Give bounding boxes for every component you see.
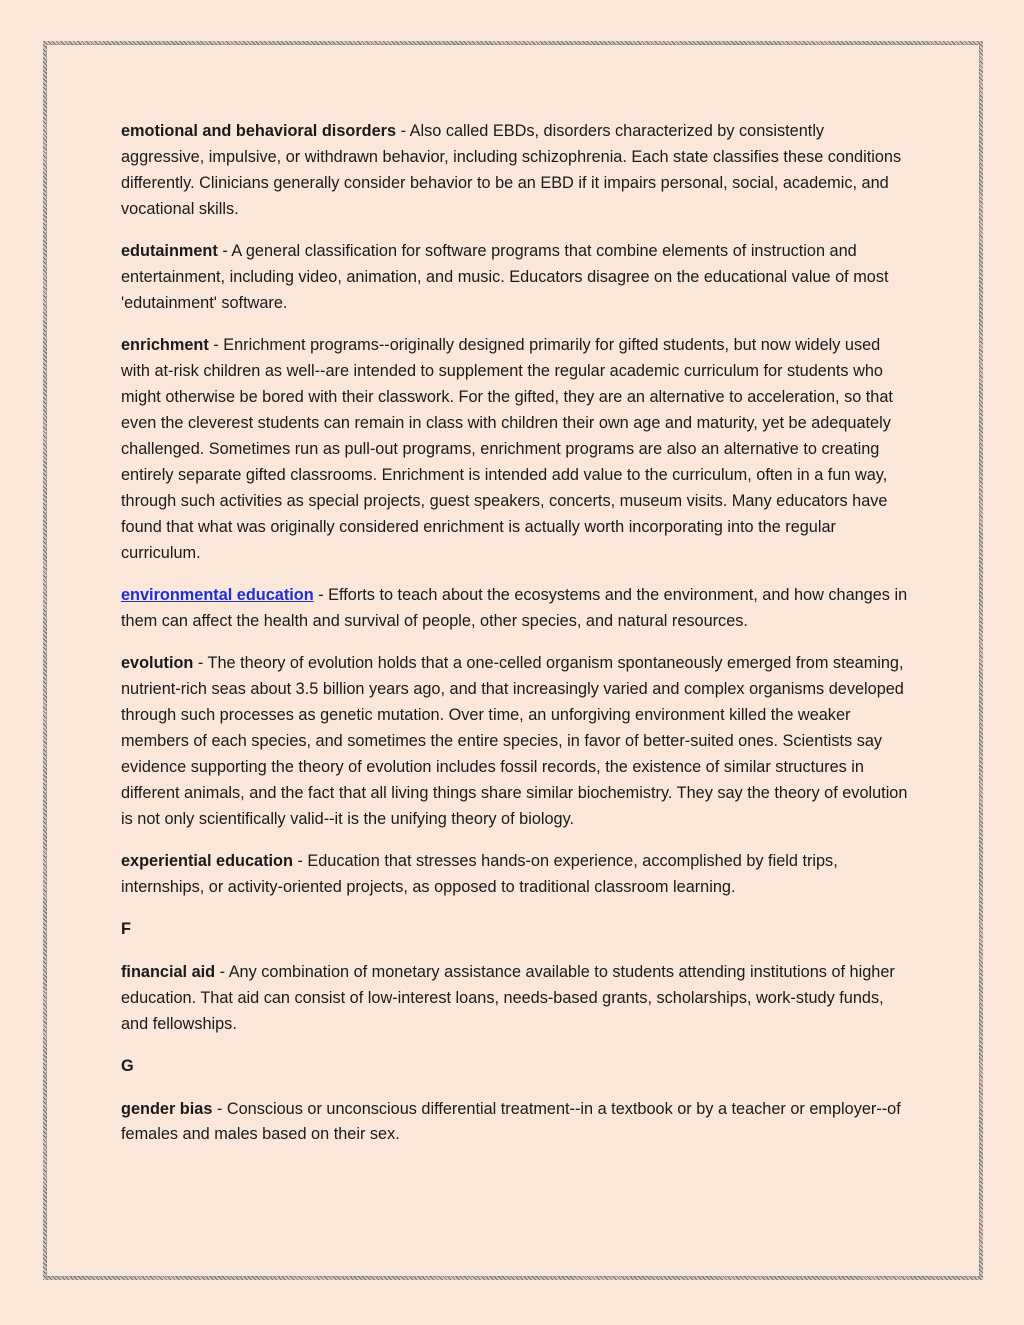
glossary-term: financial aid <box>121 962 216 981</box>
glossary-definition: A general classification for software programs that combine elements of instruction and entertainment, including video, animation, and music. Educators disagree on the educational value of most 'edutainment' software. <box>121 242 889 312</box>
term-separator: - <box>217 242 232 261</box>
section-letter-f: F <box>121 920 131 939</box>
glossary-entry-evolution <box>121 651 911 832</box>
glossary-entry-edutainment <box>121 239 911 317</box>
glossary-definition: Also called EBDs, disorders characterized by consistently aggressive, impulsive, or withdrawn behavior, including schizophrenia. Each state classifies these conditions differently. Clinicians generally consider behavior to be an EBD if it impairs personal, social, academic, and vocational skills. <box>121 122 902 218</box>
glossary-entry-financial-aid <box>121 960 911 1038</box>
term-separator: - <box>212 1099 227 1118</box>
glossary-term: emotional and behavioral disorders <box>121 122 397 140</box>
glossary-entry-gender-bias <box>121 1097 911 1149</box>
glossary-content <box>121 119 911 1165</box>
glossary-definition: Any combination of monetary assistance available to students attending institutions of higher education. That aid can consist of low-interest loans, needs-based grants, scholarships, work-study funds, and fellowships. <box>121 962 895 1033</box>
glossary-term: evolution <box>121 654 194 673</box>
glossary-term: enrichment <box>121 336 209 355</box>
glossary-definition: The theory of evolution holds that a one-celled organism spontaneously emerged from steaming, nutrient-rich seas about 3.5 billion years ago, and that increasingly varied and complex organisms developed through such processes as genetic mutation. Over time, an unforgiving environment killed the weaker members of each species, and sometimes the entire species, in favor of better-suited ones. Scientists say evidence supporting the theory of evolution includes fossil records, the existence of similar structures in different animals, and the fact that all living things share similar biochemistry. They say the theory of evolution is not only scientifically valid--it is the unifying theory of biology. <box>121 654 908 828</box>
glossary-entry-experiential-education <box>121 849 911 901</box>
glossary-term: experiential education <box>121 852 293 871</box>
glossary-term: edutainment <box>121 242 218 261</box>
term-separator: - <box>215 962 229 981</box>
glossary-definition: Efforts to teach about the ecosystems and the environment, and how changes in them can affect the health and survival of people, other species, and natural resources. <box>121 586 908 630</box>
term-separator: - <box>396 122 410 140</box>
term-separator: - <box>208 336 224 355</box>
glossary-entry-enrichment <box>121 333 911 566</box>
term-separator: - <box>313 586 329 604</box>
glossary-definition: Education that stresses hands-on experience, accomplished by field trips, internships, or activity-oriented projects, as opposed to traditional classroom learning. <box>121 852 838 897</box>
glossary-entry-emotional-and-behavioral-disorders <box>121 119 911 223</box>
section-letter-g: G <box>121 1057 134 1076</box>
glossary-entry-environmental-education <box>121 583 911 635</box>
glossary-definition: Enrichment programs--originally designed primarily for gifted students, but now widely used with at-risk children as well--are intended to supplement the regular academic curriculum for students who might otherwise be bored with their classwork. For the gifted, they are an alternative to acceleration, so that even the cleverest students can remain in class with children their own age and maturity, yet be adequately challenged. Sometimes run as pull-out programs, enrichment programs are also an alternative to creating entirely separate gifted classrooms. Enrichment is intended add value to the curriculum, often in a fun way, through such activities as special projects, guest speakers, concerts, museum visits. Many educators have found that what was originally considered enrichment is actually worth incorporating into the regular curriculum. <box>121 336 893 562</box>
glossary-definition: Conscious or unconscious differential treatment--in a textbook or by a teacher or employer--of females and males based on their sex. <box>121 1099 901 1144</box>
environmental-education-link[interactable]: environmental education <box>121 586 314 604</box>
term-separator: - <box>193 654 208 673</box>
glossary-term: gender bias <box>121 1099 213 1118</box>
term-separator: - <box>292 852 308 871</box>
